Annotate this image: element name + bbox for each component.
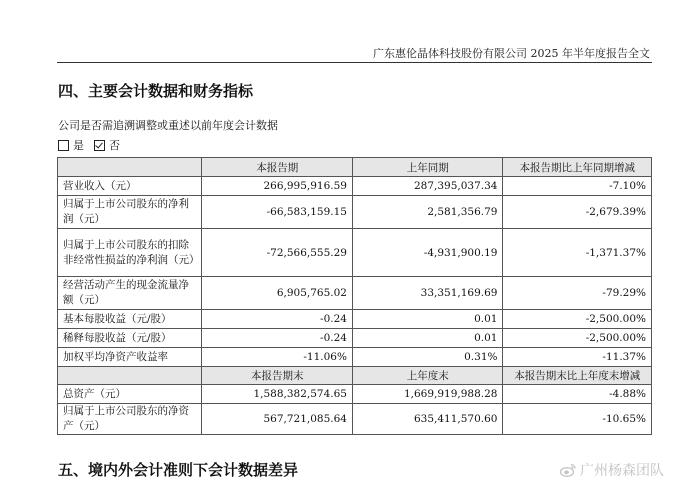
watermark-text: 广州杨森团队: [580, 463, 664, 479]
header-cell: 本报告期: [202, 158, 353, 177]
table-row: [58, 310, 652, 329]
cell-value: -7.10%: [503, 177, 652, 196]
cell-value: -11.06%: [202, 348, 353, 367]
header-cell: 本报告期比上年同期增减: [503, 158, 652, 177]
cell-value: 1,669,919,988.28: [352, 385, 503, 404]
cell-value: 567,721,085.64: [202, 404, 353, 435]
table-row: [58, 348, 652, 367]
cell-value: -11.37%: [503, 348, 652, 367]
header-cell: 本报告期末: [202, 367, 353, 385]
table-row: [58, 229, 652, 277]
table-row: [58, 177, 652, 196]
cell-value: 2,581,356.79: [352, 196, 503, 229]
table-subheader-row: [58, 367, 652, 385]
cell-value: -72,566,555.29: [202, 229, 353, 277]
cell-value: 0.01: [352, 329, 503, 348]
cell-value: 266,995,916.59: [202, 177, 353, 196]
row-label: 营业收入（元）: [58, 177, 202, 196]
cell-value: 287,395,037.34: [352, 177, 503, 196]
header-cell: 上年度末: [352, 367, 503, 385]
cell-value: 33,351,169.69: [352, 277, 503, 310]
table-header-row: [58, 158, 652, 177]
section-title: 四、主要会计数据和财务指标: [58, 82, 254, 100]
table-row: [58, 277, 652, 310]
table-row: [58, 404, 652, 435]
row-label: 总资产（元）: [58, 385, 202, 404]
cell-value: 6,905,765.02: [202, 277, 353, 310]
cell-value: -2,679.39%: [503, 196, 652, 229]
section-title: 五、境内外会计准则下会计数据差异: [58, 461, 299, 479]
cell-value: -4,931,900.19: [352, 229, 503, 277]
table-row: [58, 385, 652, 404]
header-cell: 本报告期末比上年度末增减: [503, 367, 652, 385]
row-label: 经营活动产生的现金流量净额（元）: [58, 277, 202, 310]
header-cell: [58, 367, 202, 385]
table-row: [58, 329, 652, 348]
report-header: 广东惠伦晶体科技股份有限公司 2025 年半年度报告全文: [373, 47, 650, 60]
header-cell: [58, 158, 202, 177]
checkbox-no[interactable]: [94, 140, 105, 151]
restatement-options: [58, 137, 120, 153]
checkbox-yes[interactable]: [58, 140, 69, 151]
watermark: [560, 460, 664, 480]
restatement-question: 公司是否需追溯调整或重述以前年度会计数据: [58, 119, 278, 132]
header-cell: 上年同期: [352, 158, 503, 177]
row-label: 加权平均净资产收益率: [58, 348, 202, 367]
option-yes-label: 是: [73, 139, 84, 152]
cell-value: 635,411,570.60: [352, 404, 503, 435]
table-row: [58, 196, 652, 229]
row-label: 稀释每股收益（元/股）: [58, 329, 202, 348]
weibo-icon: [560, 463, 576, 477]
cell-value: -2,500.00%: [503, 310, 652, 329]
cell-value: 1,588,382,574.65: [202, 385, 353, 404]
row-label: 归属于上市公司股东的净资产（元）: [58, 404, 202, 435]
cell-value: -4.88%: [503, 385, 652, 404]
cell-value: -10.65%: [503, 404, 652, 435]
row-label: 归属于上市公司股东的净利润（元）: [58, 196, 202, 229]
financial-data-table: [57, 157, 652, 435]
cell-value: -79.29%: [503, 277, 652, 310]
cell-value: 0.01: [352, 310, 503, 329]
cell-value: -0.24: [202, 329, 353, 348]
option-no-label: 否: [109, 139, 120, 152]
cell-value: -0.24: [202, 310, 353, 329]
cell-value: -2,500.00%: [503, 329, 652, 348]
row-label: 归属于上市公司股东的扣除非经常性损益的净利润（元）: [58, 229, 202, 277]
cell-value: -66,583,159.15: [202, 196, 353, 229]
cell-value: 0.31%: [352, 348, 503, 367]
row-label: 基本每股收益（元/股）: [58, 310, 202, 329]
cell-value: -1,371.37%: [503, 229, 652, 277]
header-divider: [57, 62, 652, 63]
